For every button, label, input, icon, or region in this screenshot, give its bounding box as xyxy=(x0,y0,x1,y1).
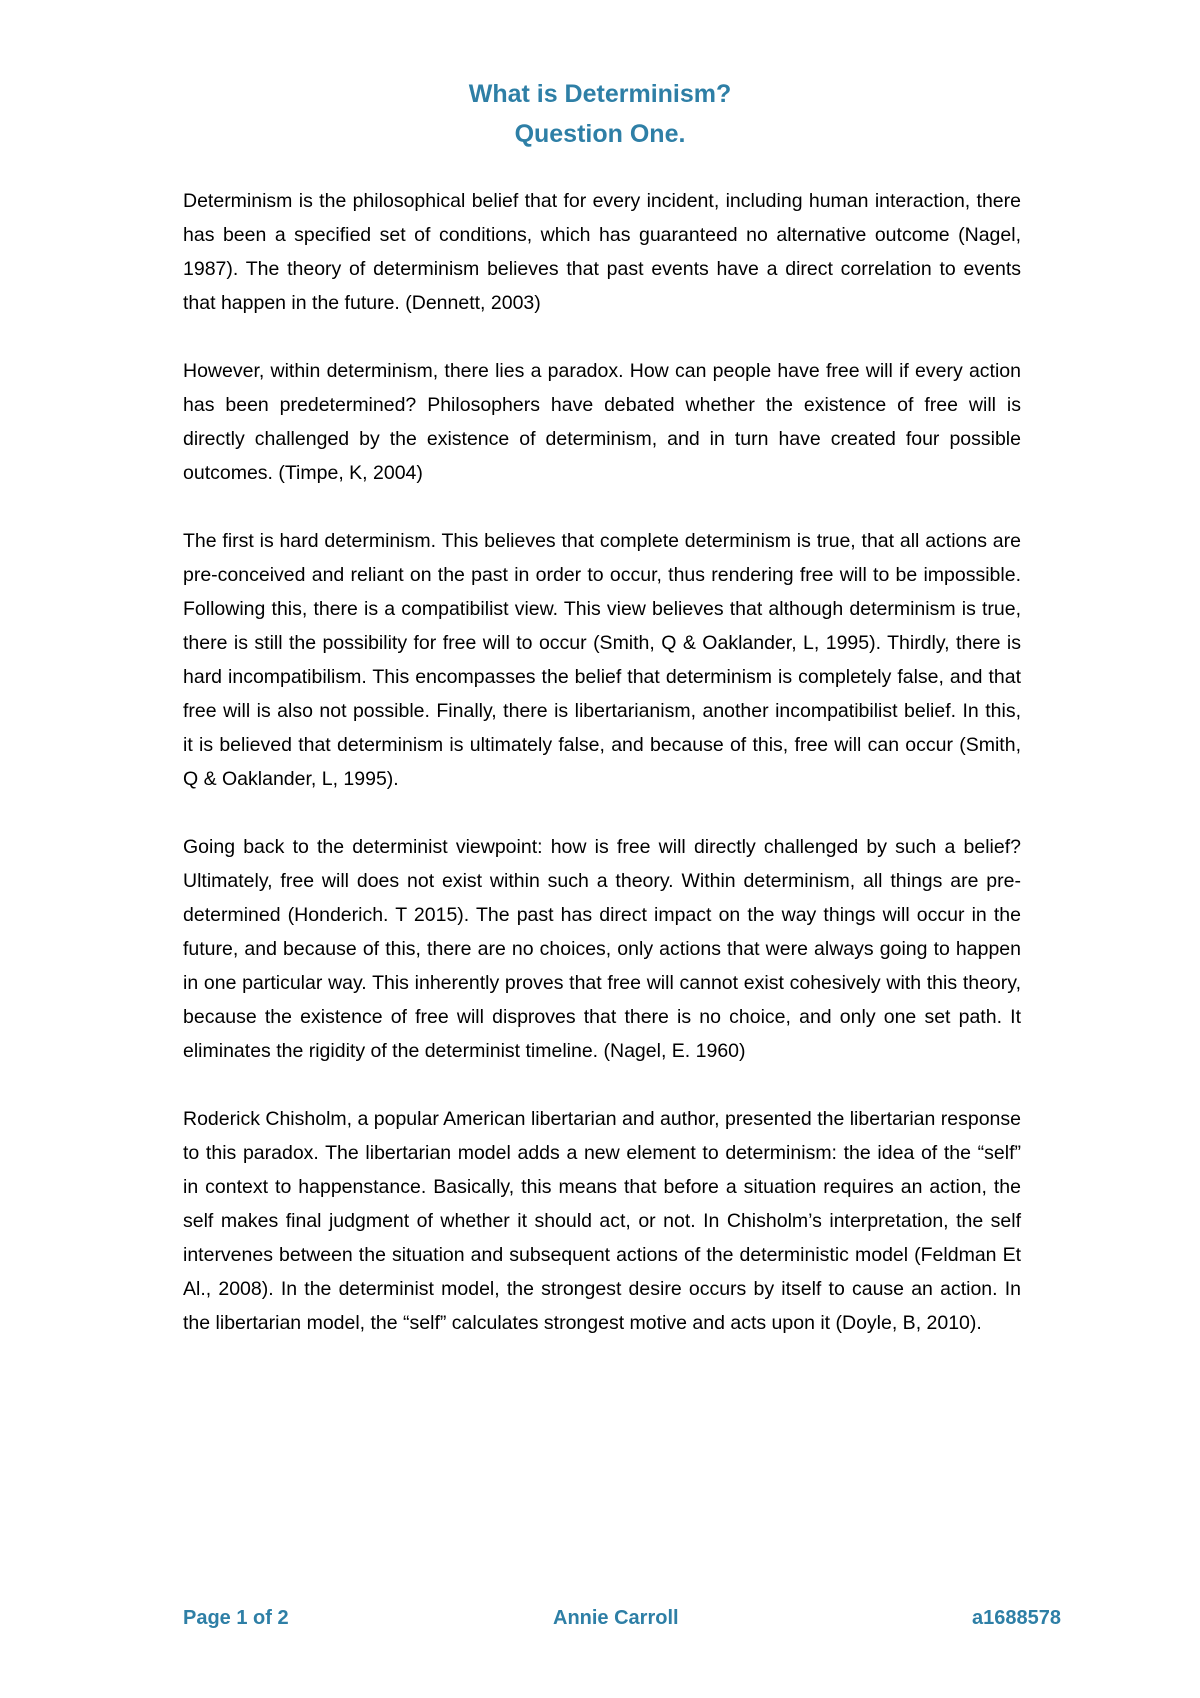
paragraph-1: Determinism is the philosophical belief that for every incident, including human interaction, there has been a specified set of conditions, which has guaranteed no alternative outcome (Nagel, 1987). The theory of determinism believes that past events have a direct correlation to events that happen in the future. (Dennett, 2003) xyxy=(183,190,1021,314)
paragraph-5: Roderick Chisholm, a popular American libertarian and author, presented the libertarian response to this paradox. The libertarian model adds a new element to determinism: the idea of the “self” in context to happenstance. Basically, this means that before a situation requires an action, the self makes final judgment of whether it should act, or not. In Chisholm’s interpretation, the self intervenes between the situation and subsequent actions of the deterministic model (Feldman Et Al., 2008). In the determinist model, the strongest desire occurs by itself to cause an action. In the libertarian model, the “self” calculates strongest motive and acts upon it (Doyle, B, 2010). xyxy=(183,1108,1021,1334)
document-subtitle: Question One. xyxy=(514,120,686,148)
paragraph-2: However, within determinism, there lies a paradox. How can people have free will if every action has been predetermined? Philosophers have debated whether the existence of free will is directly challenged by the existence of determinism, and in turn have created four possible outcomes. (Timpe, K, 2004) xyxy=(183,360,1021,484)
document-title: What is Determinism? xyxy=(468,80,732,108)
footer-student-id: a1688578 xyxy=(972,1607,1061,1629)
footer-page-number: Page 1 of 2 xyxy=(183,1607,289,1629)
page-footer xyxy=(183,1607,1061,1637)
title-block xyxy=(0,74,1200,154)
paragraph-3: The first is hard determinism. This believes that complete determinism is true, that all actions are pre-conceived and reliant on the past in order to occur, thus rendering free will to be impossible. Following this, there is a compatibilist view. This view believes that although determinism is true, there is still the possibility for free will to occur (Smith, Q & Oaklander, L, 1995). Thirdly, there is hard incompatibilism. This encompasses the belief that determinism is completely false, and that free will is also not possible. Finally, there is libertarianism, another incompatibilist belief. In this, it is believed that determinism is ultimately false, and because of this, free will can occur (Smith, Q & Oaklander, L, 1995). xyxy=(183,530,1021,790)
paragraph-4: Going back to the determinist viewpoint: how is free will directly challenged by such a belief? Ultimately, free will does not exist within such a theory. Within determinism, all things are pre-determined (Honderich. T 2015). The past has direct impact on the way things will occur in the future, and because of this, there are no choices, only actions that were always going to happen in one particular way. This inherently proves that free will cannot exist cohesively with this theory, because the existence of free will disproves that there is no choice, and only one set path. It eliminates the rigidity of the determinist timeline. (Nagel, E. 1960) xyxy=(183,836,1021,1062)
footer-author: Annie Carroll xyxy=(553,1607,679,1629)
document-body xyxy=(183,184,1021,1374)
